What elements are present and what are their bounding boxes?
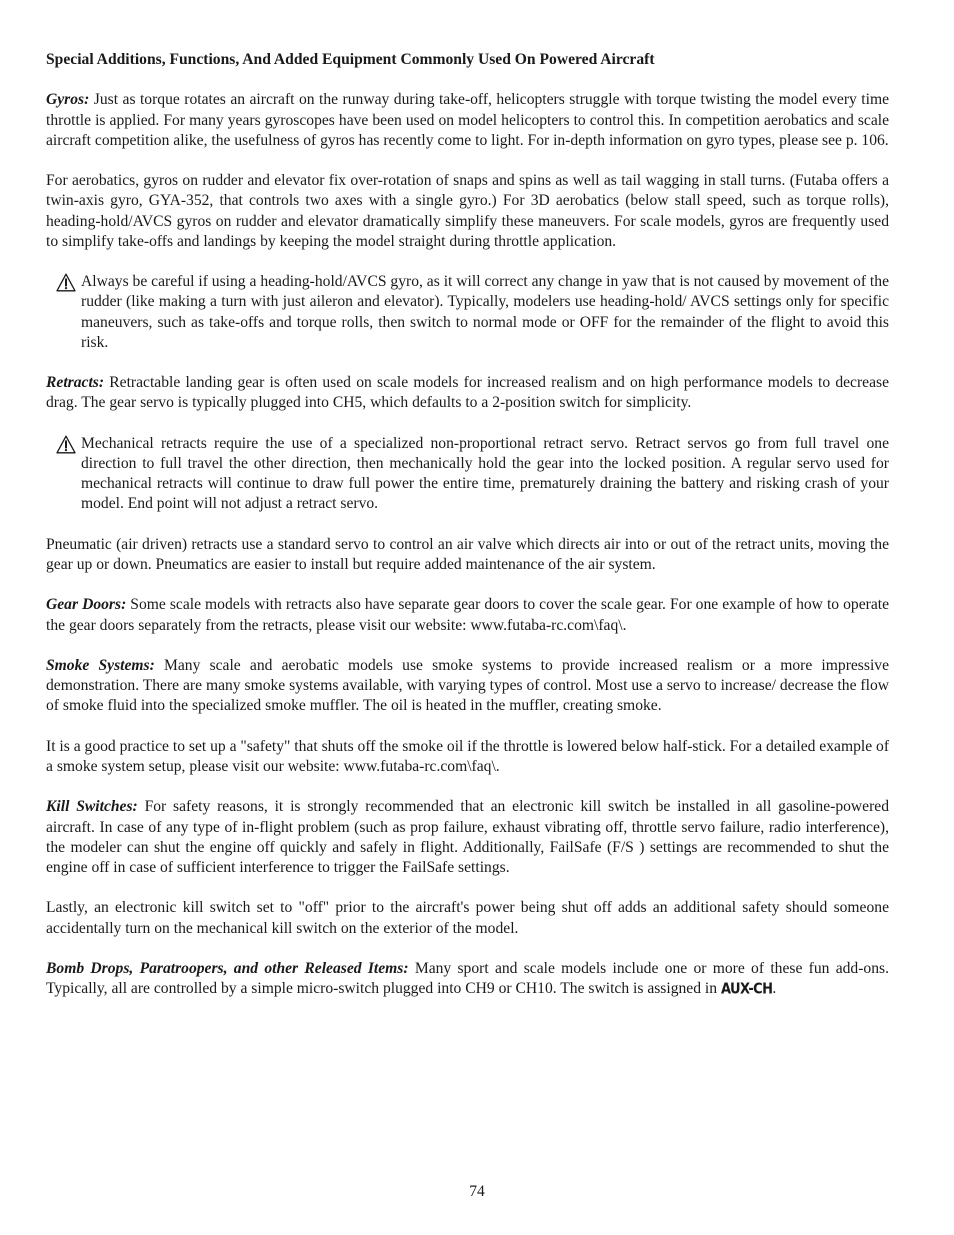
- page-number: 74: [469, 1183, 485, 1200]
- smoke-paragraph: [46, 656, 889, 717]
- gear-doors-lead: Gear Doors:: [46, 596, 127, 614]
- gyros-text: Just as torque rotates an aircraft on the runway during take-off, helicopters struggle with torque twisting the model every time throttle is applied. For many years gyroscopes have been used on model helicopters to control this. In competition aerobatics and scale aircraft competition alike, the usefulness of gyros has recently come to light. For in-depth information on gyro types, please see p. 106.: [46, 91, 889, 149]
- aerobatics-paragraph: For aerobatics, gyros on rudder and elevator fix over-rotation of snaps and spins as well as tail wagging in stall turns. (Futaba offers a twin-axis gyro, GYA-352, that controls two axes with a single gyro.) For 3D aerobatics (below stall speed, such as torque rolls), heading-hold/AVCS gyros on rudder and elevator dramatically simplify these maneuvers. For scale models, gyros are frequently used to simplify take-offs and landings by keeping the model straight during throttle application.: [46, 172, 889, 250]
- lastly-paragraph: Lastly, an electronic kill switch set to "off" prior to the aircraft's power being shut off adds an additional safety should someone accidentally turn on the mechanical kill switch on the exterior of the model.: [46, 899, 889, 937]
- bomb-drops-end: .: [772, 980, 777, 998]
- kill-switches-paragraph: [46, 797, 889, 878]
- smoke-lead: Smoke Systems:: [46, 656, 155, 674]
- gyros-lead: Gyros:: [46, 91, 90, 109]
- warning-retracts-block: [46, 434, 889, 515]
- kill-switches-lead: Kill Switches:: [46, 798, 138, 816]
- warning-retracts-text: Mechanical retracts require the use of a specialized non-proportional retract servo. Retract servos go from full travel one direction to full travel the other direction, then mechanically hold the gear into the locked position. A regular servo used for mechanical retracts will continue to draw full power the entire time, prematurely draining the battery and risking crash of your model. End point will not adjust a retract servo.: [81, 434, 889, 513]
- safety-paragraph: It is a good practice to set up a "safety" that shuts off the smoke oil if the throttle is lowered below half-stick. For a detailed example of a smoke system setup, please visit our website: www.futaba-rc.com\faq\.: [46, 737, 890, 775]
- retracts-text: Retractable landing gear is often used on scale models for increased realism and on high performance models to decrease drag. The gear servo is typically plugged into CH5, which defaults to a 2-position switch for simplicity.: [46, 374, 889, 412]
- warning-triangle-icon: [56, 273, 76, 292]
- pneumatic-paragraph: Pneumatic (air driven) retracts use a standard servo to control an air valve which directs air into or out of the retract units, moving the gear up or down. Pneumatics are easier to install but require added maintenance of the air system.: [46, 535, 889, 573]
- gear-doors-paragraph: [46, 595, 889, 635]
- warning-triangle-icon: [56, 435, 76, 454]
- bomb-drops-lead: Bomb Drops, Paratroopers, and other Released Items:: [46, 959, 409, 977]
- retracts-lead: Retracts:: [46, 374, 105, 392]
- warning-gyro-text: Always be careful if using a heading-hold/AVCS gyro, as it will correct any change in yaw that is not caused by movement of the rudder (like making a turn with just aileron and elevator). Typically, modelers use heading-hold/ AVCS settings only for specific maneuvers, such as take-offs and torque rolls, then switch to normal mode or OFF for the remainder of the flight to avoid this risk.: [81, 273, 889, 351]
- aux-ch-label: AUX-CH: [720, 980, 773, 999]
- bomb-drops-paragraph: [46, 959, 889, 1000]
- smoke-text: Many scale and aerobatic models use smoke systems to provide increased realism or a more impressive demonstration. There are many smoke systems available, with varying types of control. Most use a servo to increase/ decrease the flow of smoke fluid into the specialized smoke muffler. The oil is heated in the muffler, creating smoke.: [46, 656, 889, 715]
- warning-gyro-block: [46, 272, 889, 353]
- gear-doors-text: Some scale models with retracts also have separate gear doors to cover the scale gear. For one example of how to operate the gear doors separately from the retracts, please visit our website: www.futaba-rc.com\faq\.: [46, 596, 889, 634]
- retracts-paragraph: [46, 373, 889, 413]
- section-title: Special Additions, Functions, And Added Equipment Commonly Used On Powered Aircraft: [46, 51, 655, 68]
- kill-switches-text: For safety reasons, it is strongly recommended that an electronic kill switch be installed in all gasoline-powered aircraft. In case of any type of in-flight problem (such as prop failure, exhaust vibrating off, throttle servo failure, radio interference), the modeler can shut the engine off quickly and safely in flight. Additionally, FailSafe (F/S ) settings are recommended to shut the engine off in case of sufficient interference to trigger the FailSafe settings.: [46, 798, 890, 876]
- document-page: [46, 50, 889, 1021]
- gyros-paragraph: [46, 90, 889, 151]
- bomb-drops-text: Many sport and scale models include one or more of these fun add-ons. Typically, all are controlled by a simple micro-switch plugged into CH9 or CH10. The switch is assigned in: [46, 959, 889, 998]
